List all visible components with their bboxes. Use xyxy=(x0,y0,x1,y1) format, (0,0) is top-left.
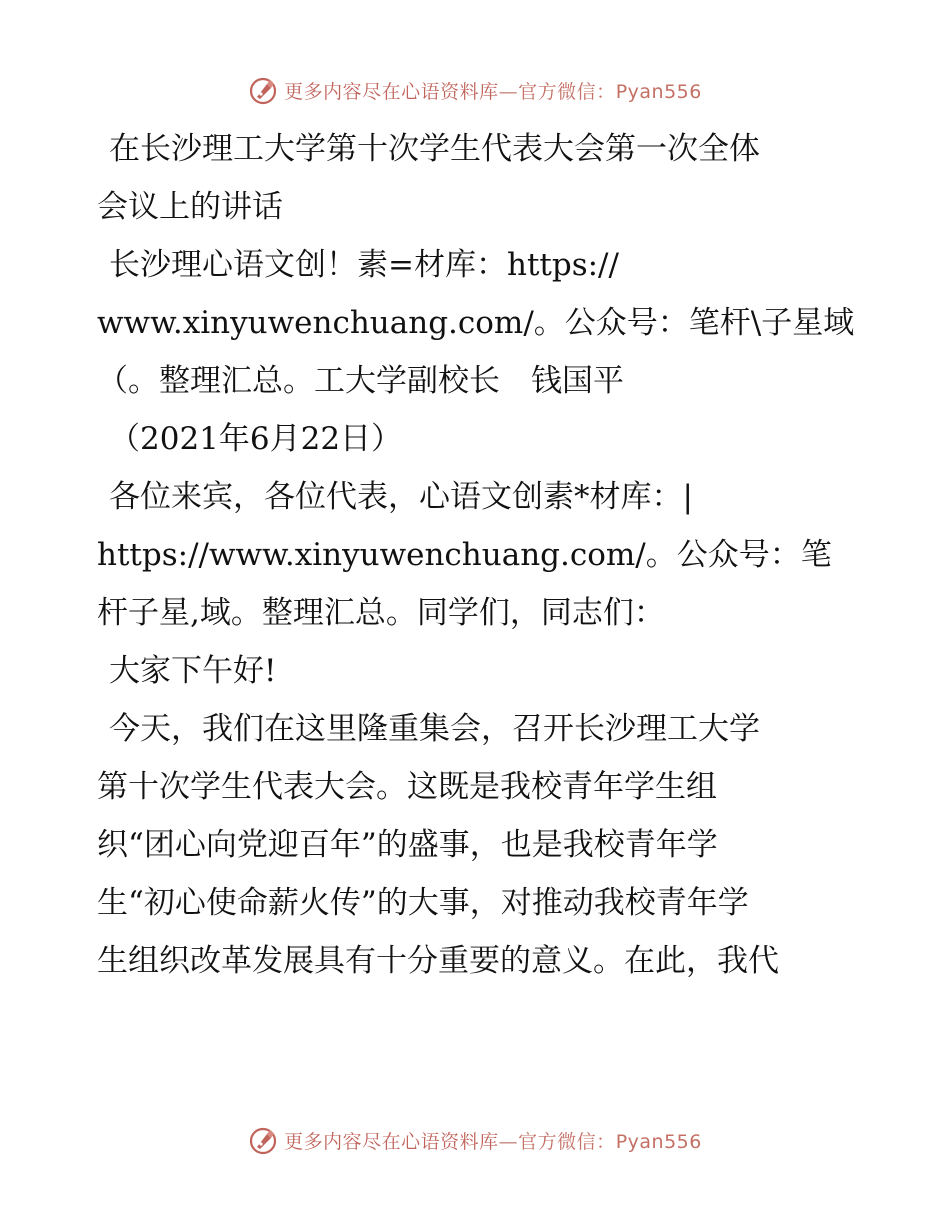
watermark-banner-bottom xyxy=(0,1120,950,1160)
watermark-prefix: 更多内容尽在心语资料库 xyxy=(284,1130,499,1153)
watermark-text xyxy=(284,77,702,104)
document-hello: 大家下午好! xyxy=(109,653,277,689)
watermark-wechat-id: Pyan556 xyxy=(615,1130,702,1153)
document-meta-line: www.xinyuwenchuang.com/。公众号：笔杆\子星域 xyxy=(97,305,855,341)
document-greeting-line: https://www.xinyuwenchuang.com/。公众号：笔 xyxy=(97,537,832,573)
document-meta-line: 长沙理心语文创！素=材库：https:// xyxy=(109,247,619,283)
document-title-line: 在长沙理工大学第十次学生代表大会第一次全体 xyxy=(109,131,760,167)
document-body-line: 生“初心使命薪火传”的大事，对推动我校青年学 xyxy=(97,885,749,921)
watermark-wechat-label: 官方微信： xyxy=(518,80,616,103)
watermark-wechat-label: 官方微信： xyxy=(518,1130,616,1153)
document-meta-line: （。整理汇总。工大学副校长 钱国平 xyxy=(97,363,624,399)
document-body-line: 织“团心向党迎百年”的盛事，也是我校青年学 xyxy=(97,827,718,863)
document-title-line: 会议上的讲话 xyxy=(97,189,283,225)
pen-nib-logo-icon xyxy=(248,1125,278,1155)
watermark-separator: — xyxy=(498,80,519,103)
watermark-banner-top xyxy=(0,70,950,110)
watermark-prefix: 更多内容尽在心语资料库 xyxy=(284,80,499,103)
document-greeting-line: 杆子星,域。整理汇总。同学们，同志们： xyxy=(97,595,665,631)
watermark-wechat-id: Pyan556 xyxy=(615,80,702,103)
document-date: （2021年6月22日） xyxy=(109,421,403,457)
watermark-text xyxy=(284,1127,702,1154)
document-body-line: 生组织改革发展具有十分重要的意义。在此，我代 xyxy=(97,943,779,979)
pen-nib-logo-icon xyxy=(248,75,278,105)
document-body xyxy=(97,120,857,990)
document-body-line: 今天，我们在这里隆重集会，召开长沙理工大学 xyxy=(109,711,760,747)
document-greeting-line: 各位来宾，各位代表，心语文创素*材库：| xyxy=(109,479,693,515)
document-body-line: 第十次学生代表大会。这既是我校青年学生组 xyxy=(97,769,717,805)
watermark-separator: — xyxy=(498,1130,519,1153)
